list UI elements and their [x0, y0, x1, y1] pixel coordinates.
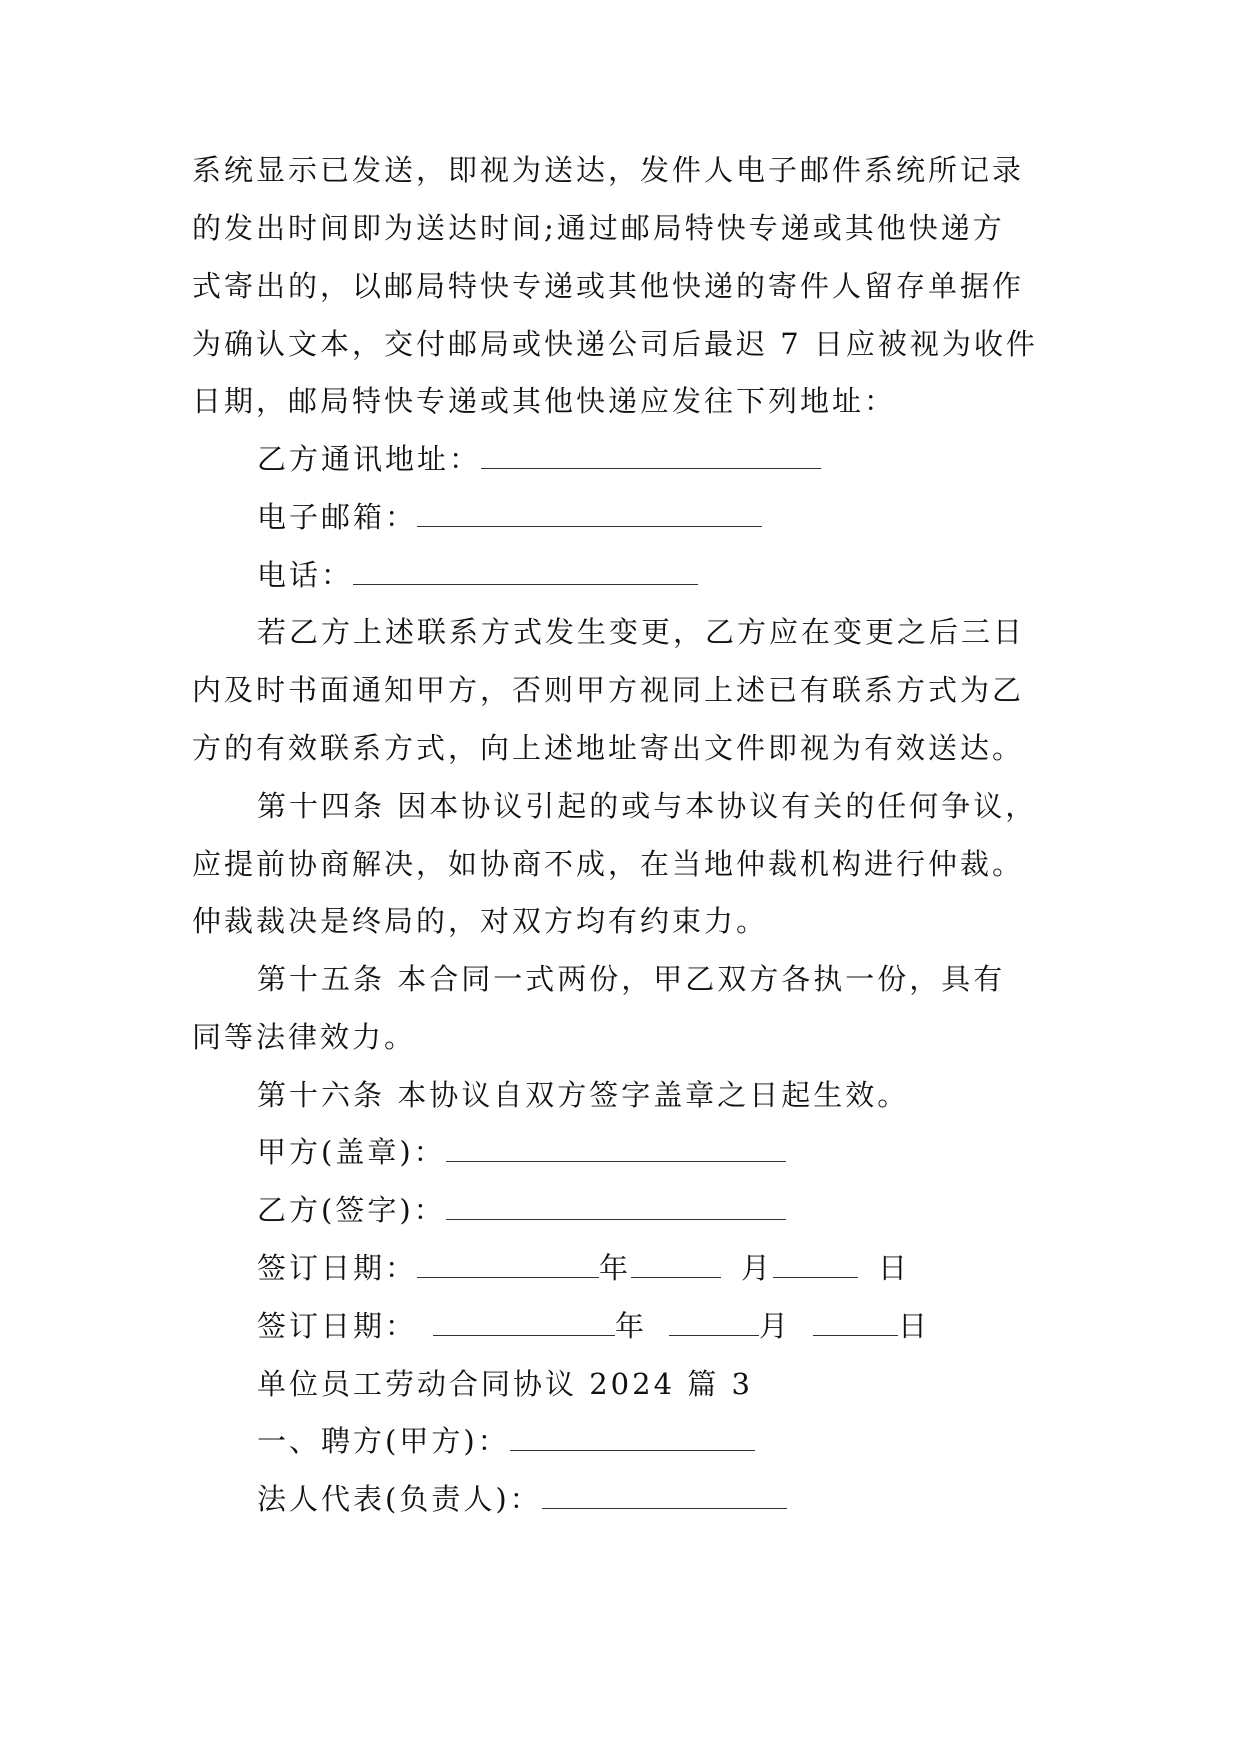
- month-blank[interactable]: [631, 1251, 721, 1278]
- address-blank[interactable]: [481, 442, 821, 469]
- email-label: 电子邮箱：: [257, 500, 418, 534]
- address-label: 乙方通讯地址：: [257, 442, 482, 476]
- phone-label: 电话：: [257, 558, 354, 592]
- article-14-heading: 第十四条 因本协议引起的或与本协议有关的任何争议，: [257, 789, 1038, 823]
- legal-rep-label: 法人代表(负责人)：: [257, 1482, 542, 1516]
- text-line: 若乙方上述联系方式发生变更，乙方应在变更之后三日: [257, 615, 1026, 649]
- section-title: 单位员工劳动合同协议 2024 篇 3: [257, 1367, 753, 1401]
- text-line: 日期，邮局特快专递或其他快递应发往下列地址：: [192, 384, 897, 418]
- sign-date-field-2: [257, 1306, 1117, 1346]
- legal-rep-field: [257, 1479, 1117, 1519]
- year-blank[interactable]: [433, 1309, 615, 1336]
- day-blank[interactable]: [813, 1309, 898, 1336]
- text-line: 同等法律效力。: [192, 1020, 417, 1054]
- legal-rep-blank[interactable]: [542, 1482, 787, 1509]
- day-blank[interactable]: [773, 1251, 858, 1278]
- article-15-heading: 第十五条 本合同一式两份，甲乙双方各执一份，具有: [257, 962, 1006, 996]
- text-line: 仲裁裁决是终局的，对双方均有约束力。: [192, 904, 769, 938]
- party-b-sign-field: [257, 1190, 1117, 1230]
- year-unit: 年: [615, 1309, 648, 1343]
- month-unit: 月: [759, 1309, 792, 1343]
- address-field: [257, 439, 1117, 479]
- text-line: 系统显示已发送，即视为送达，发件人电子邮件系统所记录: [192, 153, 1025, 187]
- text-line: 内及时书面通知甲方，否则甲方视同上述已有联系方式为乙: [192, 673, 1025, 707]
- day-unit: 日: [878, 1251, 911, 1285]
- employer-blank[interactable]: [510, 1424, 755, 1451]
- month-unit: 月: [741, 1251, 774, 1285]
- article-16-heading: 第十六条 本协议自双方签字盖章之日起生效。: [257, 1078, 910, 1112]
- text-line: 方的有效联系方式，向上述地址寄出文件即视为有效送达。: [192, 731, 1025, 765]
- party-a-seal-label: 甲方(盖章)：: [257, 1135, 446, 1169]
- text-line: 应提前协商解决，如协商不成，在当地仲裁机构进行仲裁。: [192, 847, 1025, 881]
- month-blank[interactable]: [669, 1309, 759, 1336]
- sign-date-field-1: [257, 1248, 1117, 1288]
- phone-field: [257, 555, 1117, 595]
- phone-blank[interactable]: [353, 558, 698, 585]
- day-unit: 日: [898, 1309, 931, 1343]
- email-field: [257, 497, 1117, 537]
- sign-date-label: 签订日期：: [257, 1251, 418, 1285]
- text-line: 式寄出的，以邮局特快专递或其他快递的寄件人留存单据作: [192, 269, 1025, 303]
- party-a-seal-field: [257, 1132, 1117, 1172]
- sign-date-label: 签订日期：: [257, 1309, 418, 1343]
- party-b-sign-blank[interactable]: [446, 1193, 786, 1220]
- year-blank[interactable]: [417, 1251, 599, 1278]
- text-line: 为确认文本，交付邮局或快递公司后最迟 7 日应被视为收件: [192, 327, 1038, 361]
- employer-label: 一、聘方(甲方)：: [257, 1424, 510, 1458]
- employer-field: [257, 1421, 1117, 1461]
- party-a-seal-blank[interactable]: [446, 1135, 786, 1162]
- party-b-sign-label: 乙方(签字)：: [257, 1193, 446, 1227]
- text-line: 的发出时间即为送达时间;通过邮局特快专递或其他快递方: [192, 211, 1005, 245]
- email-blank[interactable]: [417, 500, 762, 527]
- year-unit: 年: [599, 1251, 632, 1285]
